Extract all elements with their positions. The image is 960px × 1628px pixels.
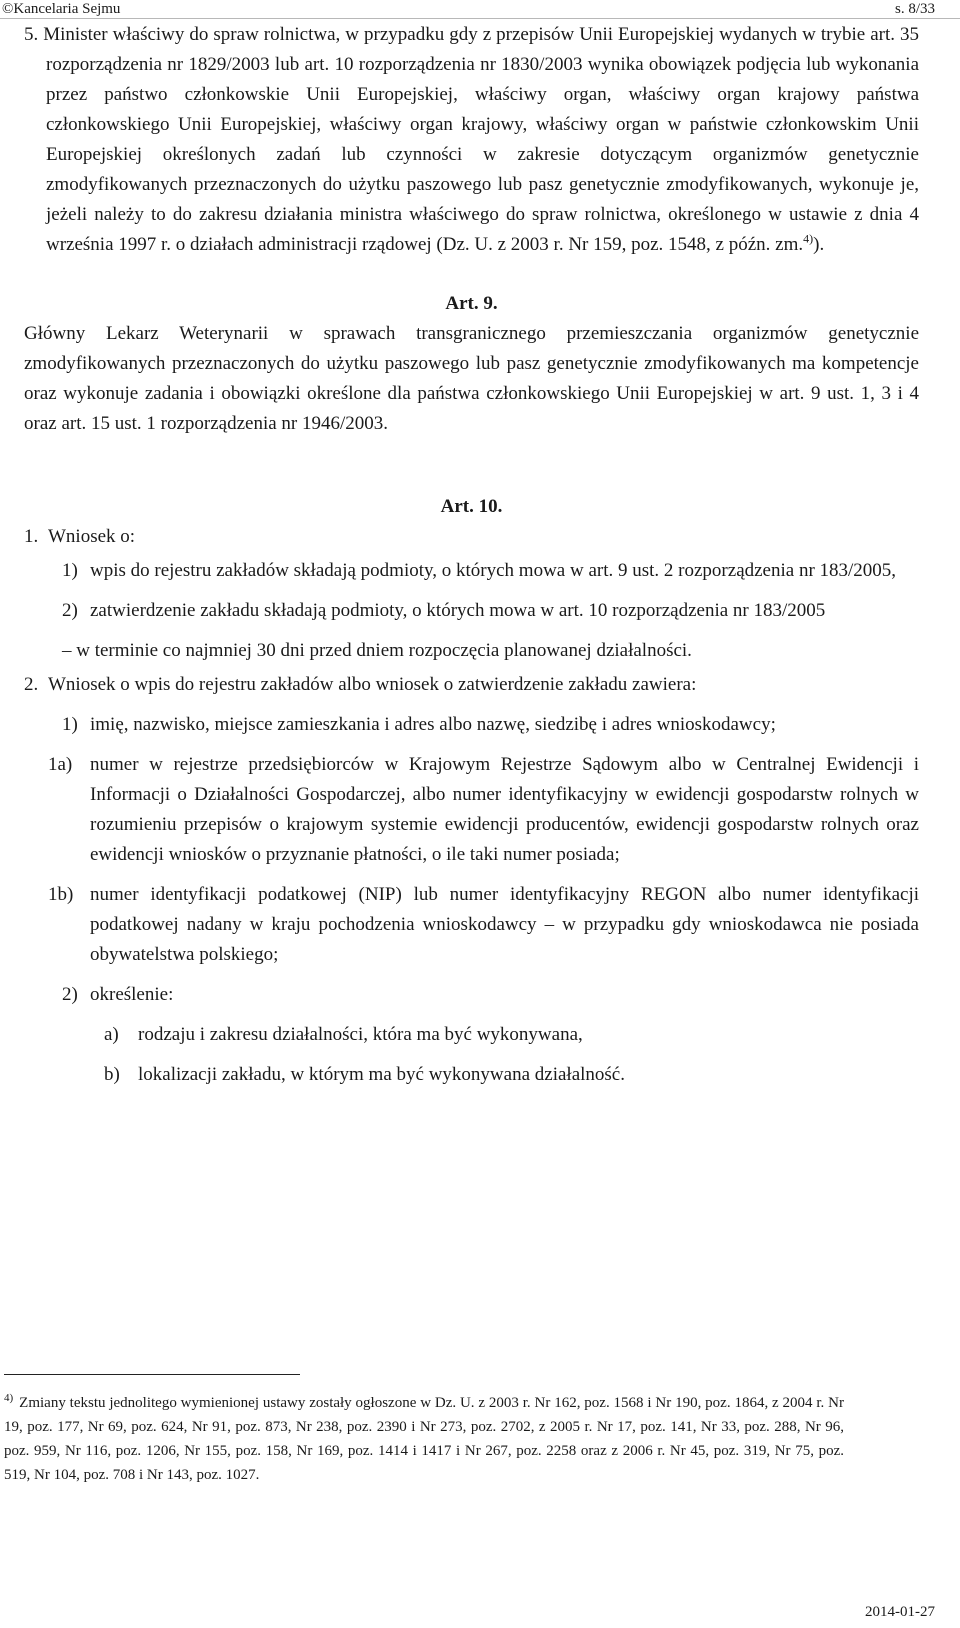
footnote-mark: 4) bbox=[4, 1392, 14, 1404]
s2-item-2 bbox=[24, 980, 919, 1010]
article-9-text: Główny Lekarz Weterynarii w sprawach transgranicznego przemieszczania organizmów genetycznie zmodyfikowanych przeznaczonych do użytku paszowego lub pasz genetycznie zmodyfikowanych ma kompetencje oraz wykonuje zadania i obowiązki określone dla państwa członkowskiego Unii Europejskiej w art. 9 ust. 1, 3 i 4 oraz art. 15 ust. 1 rozporządzenia nr 1946/2003. bbox=[24, 323, 919, 434]
article-10-heading: Art. 10. bbox=[440, 496, 503, 517]
s2-item-1a-label: 1a) bbox=[48, 754, 73, 775]
footer-date: 2014-01-27 bbox=[865, 1604, 935, 1620]
s2-item-1b-text: numer identyfikacji podatkowej (NIP) lub numer identyfikacyjny REGON albo numer identyfikacji podatkowej nadany w kraju pochodzenia wnioskodawcy – w przypadku gdy wnioskodawca nie posiada obywatelstwa polskiego; bbox=[90, 884, 919, 965]
s2-subitem-a bbox=[24, 1020, 919, 1050]
s2-item-1b bbox=[24, 880, 919, 970]
s2-item-1a bbox=[24, 750, 919, 870]
s1-item-2 bbox=[24, 596, 919, 626]
s1-item-1-label: 1) bbox=[62, 560, 78, 581]
section-2-intro: Wniosek o wpis do rejestru zakładów albo wniosek o zatwierdzenie zakładu zawiera: bbox=[48, 674, 697, 695]
header-page-number: s. 8/33 bbox=[894, 1, 935, 17]
s2-subitem-b-text: lokalizacji zakładu, w którym ma być wykonywana działalność. bbox=[138, 1064, 625, 1085]
page-body bbox=[24, 20, 919, 1090]
s2-item-2-text: określenie: bbox=[90, 984, 174, 1005]
s2-subitem-a-text: rodzaju i zakresu działalności, która ma być wykonywana, bbox=[138, 1024, 583, 1045]
s2-item-1b-label: 1b) bbox=[48, 884, 74, 905]
s2-item-1-text: imię, nazwisko, miejsce zamieszkania i adres albo nazwę, siedzibę i adres wnioskodawcy; bbox=[90, 714, 776, 735]
footnote bbox=[4, 1391, 844, 1487]
s2-subitem-b bbox=[24, 1060, 919, 1090]
section-1-label: 1. bbox=[24, 526, 39, 547]
s2-subitem-a-label: a) bbox=[104, 1024, 119, 1045]
header-publisher: ©Kancelaria Sejmu bbox=[2, 1, 121, 17]
s1-item-2-label: 2) bbox=[62, 600, 78, 621]
paragraph-5-tail: ). bbox=[813, 234, 825, 255]
section-2-label: 2. bbox=[24, 674, 39, 695]
footnote-text: Zmiany tekstu jednolitego wymienionej ustawy zostały ogłoszone w Dz. U. z 2003 r. Nr 162, poz. 1568 i Nr 190, poz. 1864, z 2004 r. Nr 19, poz. 177, Nr 69, poz. 624, Nr 91, poz. 873, Nr 238, poz. 2390 i Nr 273, poz. 2702, z 2005 r. Nr 17, poz. 141, Nr 33, poz. 288, Nr 96, poz. 959, Nr 116, poz. 1206, Nr 155, poz. 158, Nr 169, poz. 1414 i 1417 i Nr 267, poz. 2258 oraz z 2006 r. Nr 45, poz. 319, Nr 75, poz. 519, Nr 104, poz. 708 i Nr 143, poz. 1027. bbox=[4, 1395, 844, 1483]
s1-closing: – w terminie co najmniej 30 dni przed dniem rozpoczęcia planowanej działalności. bbox=[62, 640, 692, 661]
s1-item-1-text: wpis do rejestru zakładów składają podmioty, o których mowa w art. 9 ust. 2 rozporządzenia nr 183/2005, bbox=[90, 560, 897, 581]
section-2 bbox=[24, 670, 919, 700]
s2-subitem-b-label: b) bbox=[104, 1064, 120, 1085]
s1-item-1 bbox=[24, 556, 919, 586]
s1-item-2-text: zatwierdzenie zakładu składają podmioty, o których mowa w art. 10 rozporządzenia nr 183/2005 bbox=[90, 600, 826, 621]
s2-item-1 bbox=[24, 710, 919, 740]
s2-item-2-label: 2) bbox=[62, 984, 78, 1005]
paragraph-5 bbox=[24, 20, 919, 260]
section-1-intro: Wniosek o: bbox=[48, 526, 136, 547]
s2-item-1-label: 1) bbox=[62, 714, 78, 735]
page-header bbox=[0, 0, 960, 19]
section-1 bbox=[24, 522, 919, 552]
footnote-separator bbox=[4, 1374, 300, 1375]
footnote-ref: 4) bbox=[803, 231, 814, 246]
paragraph-5-text: 5. Minister właściwy do spraw rolnictwa, w przypadku gdy z przepisów Unii Europejskiej wydanych w trybie art. 35 rozporządzenia nr 1829/2003 lub art. 10 rozporządzenia nr 1830/2003 wynika obowiązek podjęcia lub wykonania przez państwo członkowskie Unii Europejskiej, właściwy organ, właściwy organ krajowy państwa członkowskiego Unii Europejskiej, właściwy organ krajowy, właściwy organ w państwie członkowskim Unii Europejskiej określonych zadań lub czynności w zakresie dotyczącym organizmów genetycznie zmodyfikowanych przeznaczonych do użytku paszowego lub pasz genetycznie zmodyfikowanych, wykonuje je, jeżeli należy to do zakresu działania ministra właściwego do spraw rolnictwa, określonego w ustawie z dnia 4 września 1997 r. o działach administracji rządowej (Dz. U. z 2003 r. Nr 159, poz. 1548, z późn. zm. bbox=[24, 24, 919, 255]
article-9-heading: Art. 9. bbox=[445, 293, 498, 314]
s2-item-1a-text: numer w rejestrze przedsiębiorców w Krajowym Rejestrze Sądowym albo w Centralnej Ewidencji i Informacji o Działalności Gospodarczej, albo numer identyfikacyjny w ewidencji gospodarstw rolnych w rozumieniu przepisów o krajowym systemie ewidencji producentów, ewidencji gospodarstw rolnych oraz ewidencji wniosków o przyznanie płatności, o ile taki numer posiada; bbox=[90, 754, 919, 865]
